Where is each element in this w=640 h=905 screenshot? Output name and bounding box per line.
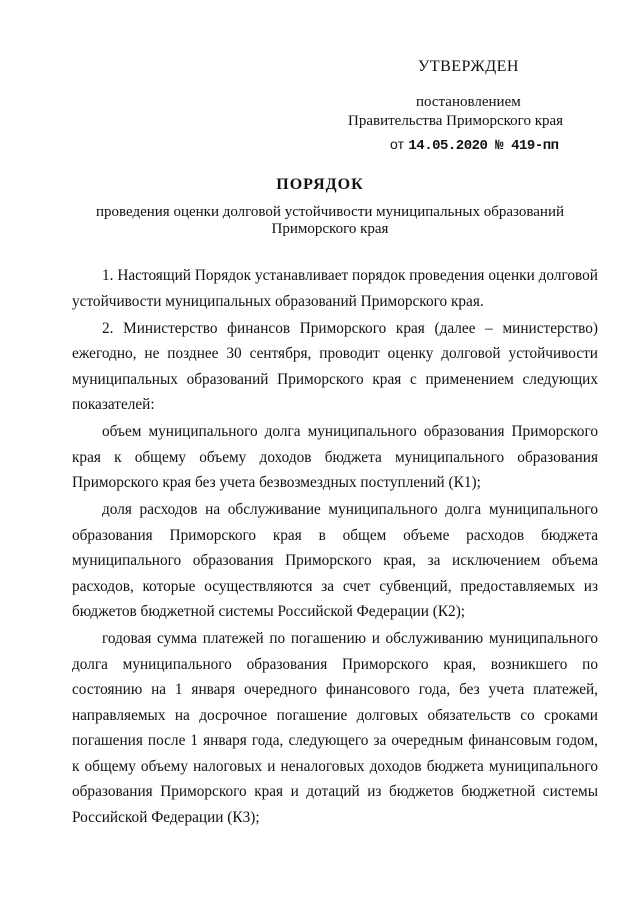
approval-heading: УТВЕРЖДЕН	[418, 58, 519, 75]
approval-date-prefix: от	[390, 136, 405, 152]
approval-date-line	[390, 136, 559, 154]
indicator-k1: объем муниципального долга муниципального образования Приморского края к общему объему доходов бюджета муниципального образования Приморского края без учета безвозмездных поступлений (К1);	[72, 423, 598, 491]
approval-date-stamp: 14.05.2020 № 419-пп	[408, 138, 559, 154]
document-title: ПОРЯДОК	[276, 176, 364, 193]
document-subtitle-line-1: проведения оценки долговой устойчивости муниципальных образований	[95, 204, 565, 220]
paragraph-2: 2. Министерство финансов Приморского края (далее – министерство) ежегодно, не позднее 30 сентября, проводит оценку долговой устойчивости муниципальных образований Приморского края с применением следующих показателей:	[72, 319, 598, 413]
document-subtitle-line-2: Приморского края	[271, 221, 389, 237]
indicator-k2: доля расходов на обслуживание муниципального долга муниципального образования Приморского края в общем объеме расходов бюджета муниципального образования Приморского края, за исключением объема расходов, которые осуществляются за счет субвенций, предоставляемых из бюджетов бюджетной системы Российской Федерации (К2);	[72, 501, 598, 620]
approval-line-resolution: постановлением	[416, 94, 521, 110]
document-subtitle	[60, 204, 600, 238]
approval-line-government: Правительства Приморского края	[348, 113, 564, 129]
indicator-k3: годовая сумма платежей по погашению и обслуживанию муниципального долга муниципального образования Приморского края, возникшего по состоянию на 1 января очередного финансового года, без учета платежей, направляемых на досрочное погашение долговых обязательств со сроками погашения после 1 января года, следующего за очередным финансовым годом, к общему объему налоговых и неналоговых доходов бюджета муниципального образования Приморского края и дотаций из бюджетов бюджетной системы Российской Федерации (К3);	[72, 630, 598, 826]
document-body	[72, 263, 598, 830]
paragraph-1: 1. Настоящий Порядок устанавливает порядок проведения оценки долговой устойчивости муниципальных образований Приморского края.	[72, 267, 598, 310]
